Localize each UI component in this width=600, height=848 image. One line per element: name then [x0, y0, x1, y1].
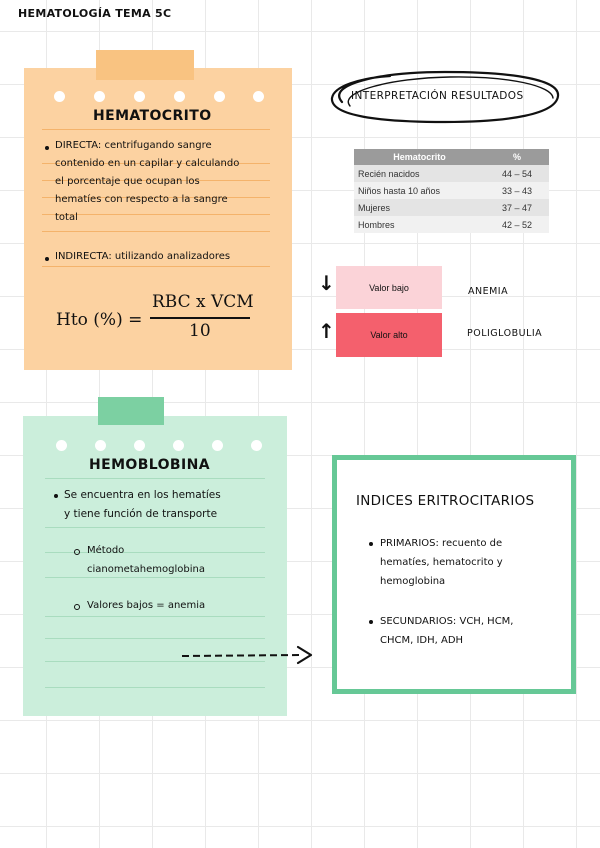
hematocrito-heading: HEMATOCRITO [93, 108, 212, 124]
valor-bajo-label: Valor bajo [369, 282, 409, 293]
table-row [354, 182, 549, 199]
ruled-line [45, 527, 265, 528]
sub-bullet [74, 604, 80, 610]
binder-ring [95, 440, 106, 451]
table-header: % [485, 149, 549, 165]
primarios-line: PRIMARIOS: recuento de [380, 538, 503, 549]
valor-alto-label: Valor alto [370, 330, 408, 340]
ruled-line [42, 266, 270, 267]
table-cell: 44 – 54 [485, 165, 549, 182]
binder-ring [173, 440, 184, 451]
indirecta-line: INDIRECTA: utilizando analizadores [55, 251, 231, 262]
metodo-line: Método [87, 545, 125, 556]
binder-ring [134, 91, 145, 102]
ruled-line [45, 638, 265, 639]
table-header: Hematocrito [354, 149, 485, 165]
table-cell: Hombres [354, 216, 485, 233]
anemia-label: ANEMIA [468, 286, 509, 297]
binder-ring [212, 440, 223, 451]
binder-ring [56, 440, 67, 451]
table-row [354, 165, 549, 182]
bullet [369, 542, 373, 546]
table-cell: Niños hasta 10 años [354, 182, 485, 199]
formula-numerator: RBC x VCM [152, 292, 254, 312]
fraction-bar [150, 317, 250, 319]
secundarios-line: SECUNDARIOS: VCH, HCM, [380, 616, 514, 627]
ruled-line [45, 478, 265, 479]
binder-ring [94, 91, 105, 102]
ruled-line [45, 687, 265, 688]
valores-line: Valores bajos = anemia [87, 600, 206, 611]
directa-line: DIRECTA: centrifugando sangre [55, 140, 212, 151]
ruled-line [42, 129, 270, 130]
metodo-line: cianometahemoglobina [87, 564, 205, 575]
table-cell: 37 – 47 [485, 199, 549, 216]
binder-ring [134, 440, 145, 451]
directa-line: total [55, 212, 78, 223]
binder-ring [253, 91, 264, 102]
indices-box [332, 455, 576, 694]
page-title: HEMATOLOGÍA TEMA 5C [18, 7, 172, 20]
binder-ring [214, 91, 225, 102]
binder-ring [54, 91, 65, 102]
binder-ring [251, 440, 262, 451]
primarios-line: hemoglobina [380, 576, 446, 587]
valor-bajo-box [336, 266, 442, 309]
secundarios-line: CHCM, IDH, ADH [380, 635, 464, 646]
valor-alto-box [336, 313, 442, 357]
interpretacion-title: INTERPRETACIÓN RESULTADOS [351, 90, 524, 102]
formula-lhs: Hto (%) = [56, 310, 143, 330]
binder-ring [174, 91, 185, 102]
ruled-line [45, 616, 265, 617]
down-arrow-icon: ↓ [318, 271, 335, 295]
directa-line: contenido en un capilar y calculando [55, 158, 240, 169]
hemoglobina-heading: HEMOBLOBINA [89, 457, 210, 473]
tape [98, 397, 164, 425]
primarios-line: hematíes, hematocrito y [380, 557, 503, 568]
table-cell: Recién nacidos [354, 165, 485, 182]
table-header-row [354, 149, 549, 165]
dashed-arrow-icon [180, 644, 320, 666]
poliglobulia-label: POLIGLOBULIA [467, 328, 543, 339]
bullet [45, 146, 49, 150]
up-arrow-icon: ↑ [318, 319, 335, 343]
directa-line: el porcentaje que ocupan los [55, 176, 200, 187]
sub-bullet [74, 549, 80, 555]
indices-title: INDICES ERITROCITARIOS [356, 493, 535, 509]
bullet [45, 257, 49, 261]
hemoglobina-card [23, 416, 287, 716]
tape [96, 50, 194, 80]
ruled-line [42, 231, 270, 232]
formula-denominator: 10 [189, 321, 211, 341]
table-cell: 42 – 52 [485, 216, 549, 233]
table-cell: 33 – 43 [485, 182, 549, 199]
table-cell: Mujeres [354, 199, 485, 216]
directa-line: hematíes con respecto a la sangre [55, 194, 228, 205]
table-row [354, 199, 549, 216]
bullet [54, 494, 58, 498]
hemoglobina-line: Se encuentra en los hematíes [64, 489, 221, 501]
hemoglobina-line: y tiene función de transporte [64, 508, 218, 520]
bullet [369, 620, 373, 624]
table-row [354, 216, 549, 233]
hematocrito-table [354, 149, 549, 233]
